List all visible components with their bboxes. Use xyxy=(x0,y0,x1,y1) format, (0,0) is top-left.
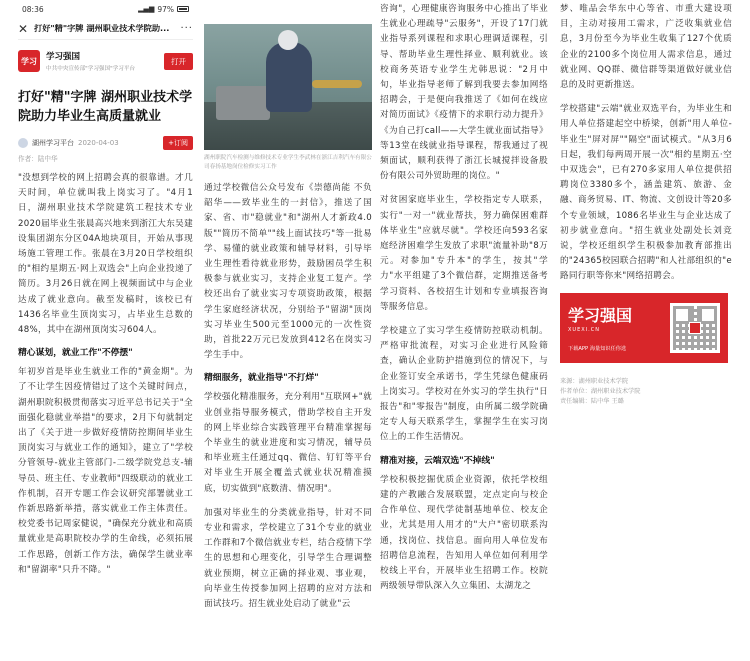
column-1 xyxy=(18,0,193,661)
qr-code-icon xyxy=(670,303,720,353)
paragraph: 对贫困家庭毕业生，学校指定专人联系，实行"一对一"就业帮扶，努力确保困难群体毕业生"应就尽就"。学校还向593名家庭经济困难学生发放了求职"流量补助"8万元。对参加"专升本"的学生，按其"学力"水平组建了3个微信群，定期推送备考学习资料、各校招生计划和专业填报咨询等服务信息。 xyxy=(380,195,548,312)
brand-name: 学习强国 xyxy=(46,52,81,62)
status-bar xyxy=(18,0,193,18)
banner-slogan: 下载APP 海量知识任你选 xyxy=(568,346,627,353)
status-time: 08:36 xyxy=(22,4,44,14)
article-photo xyxy=(204,24,372,150)
brand-subtitle: 中共中央宣传部"学习强国"学习平台 xyxy=(46,66,136,72)
subscribe-button[interactable]: +订阅 xyxy=(163,136,193,150)
avatar xyxy=(18,138,28,148)
article-title: 打好"精"字牌 湖州职业技术学院助力毕业生高质量就业 xyxy=(18,90,193,124)
paragraph: 年初岁首是毕业生就业工作的"黄金期"。为了不让学生因疫情错过了这个关键时间点，湖州职院积极贯彻落实习近平总书记关于"全面强化稳就业举措"的要求，2月下旬就制定出了《关于进一步做好疫情防控期间毕业生顶岗实习与就业工作的通知》，建立了"学校分管领导-就业主管部门-二级学院党总支-辅导员、班主任、专业教师"四级联动的就业工作机制，召开专题工作会议研究部署就业工作新思路新举措，落实就业工作主体责任。校党委书记周家健说，"确保充分就业和高质量就业是高职院校办学的生命线，必须拓展工作思路，创新工作方法，确保学生就业率和"留湖率"只升不降。" xyxy=(18,367,193,575)
xuexi-download-banner[interactable] xyxy=(560,293,728,363)
nav-bar xyxy=(18,18,193,40)
banner-logo: 学习强国 xyxy=(568,306,633,326)
article-author: 作者：陆中华 xyxy=(18,155,58,163)
paragraph: 学校建立了实习学生疫情防控联动机制。严格审批流程，对实习企业进行风险筛查，确认企业防护措施到位的情况下，与企业签订安全承诺书，学生凭绿色健康码上岗实习。学校对在外实习的学生执行"日报告"和"零报告"制度，由所属二级学院确定专人每天联系学生，掌握学生在实习岗位上的工作生活情况。 xyxy=(380,326,548,443)
open-app-button[interactable]: 打开 xyxy=(164,53,193,70)
info-line: 责任编辑：陆中华 王璐 xyxy=(560,397,624,405)
xuexi-logo-icon: 学习 xyxy=(18,50,40,72)
paragraph: 梦、唯品会华东中心等省、市重大建设项目，主动对接用工需求，广泛收集就业信息，3月份至今为毕业生收集了127个优质企业的2100多个岗位用人需求信息，通过就业网、QQ群、微信群等渠道做好就业信息的及时更新推送。 xyxy=(560,4,732,91)
section-heading: 精心谋划，就业工作"不停摆" xyxy=(18,348,133,359)
paragraph: 加强对毕业生的分类就业指导，针对不同专业和需求，学校建立了31个专业的就业工作群和7个微信就业专栏，结合疫情下学生的思想和心理变化，引导学生合理调整就业预期，树立正确的择业观、事业观，向毕业生传授参加网上招聘的应对方法和面试技巧。招生就业处启动了就业"云 xyxy=(204,507,372,610)
article-info xyxy=(560,377,732,407)
battery-label: 97% xyxy=(157,4,174,14)
close-icon[interactable]: ✕ xyxy=(18,21,29,36)
brand-row xyxy=(18,44,193,78)
section-heading: 精细服务，就业指导"不打烊" xyxy=(204,373,319,384)
section-heading: 精准对接，云端双选"不掉线" xyxy=(380,455,495,466)
article-source[interactable]: 湖州学习平台 xyxy=(32,139,74,147)
battery-icon xyxy=(177,6,189,12)
info-line: 来源：湖州职业技术学院 xyxy=(560,377,629,385)
paragraph: 咨询"，心理健康咨询服务中心推出了毕业生就业心理疏导"云服务"，开设了17门就业指导系列课程和求职心理调适课程，引导、帮助毕业生理性择业、顺利就业。该校商务英语专业学生尤韩思说："2月中旬，毕业指导老师了解到我要去参加网络招聘会，于是便向我推送了《如何在线应对简历面试》《疫情下的求职行动力提升》《为自己打call——大学生就业面试指导》等13堂在线就业指导课程，帮我通过了视频面试，顺利获得了浙江长城搅拌设备股份有限公司外贸助理的岗位。" xyxy=(380,4,548,182)
signal-icon: ▂▄▆ xyxy=(138,5,155,13)
banner-logo-sub: XUEXI.CN xyxy=(568,327,600,334)
article-date: 2020-04-03 xyxy=(78,139,119,147)
info-line: 作者单位：湖州职业技术学院 xyxy=(560,387,641,395)
paragraph: 通过学校微信公众号发布《崇德尚能 不负韶华——致毕业生的一封信》，推送了国家、省、市"稳就业"和"湖州人才新政4.0版""简历不简单""线上面试技巧"等一批易学、易懂的就业政策和辅导材料，引导毕业生理性看待就业形势，鼓励困员学生积极参与就业实习，支持企业复工复产。学校还出台了就业实习专项资助政策，根据学生家庭经济状况，分别给予"留湖"顶岗实习毕业生500元至1000元的一次性资助，首批22万元已发放到412名在岗实习学生手中。 xyxy=(204,183,372,361)
paragraph: 学校积极挖掘优质企业资源，依托学校组建的产教融合发展联盟，定点定向与校企合作单位、现代学徒制基地单位、校友企业，尤其是用人用才的"大户"密切联系沟通，找岗位、找信息。面向用人单位发布招聘信息流程，告知用人单位如何利用学校线上平台，开展毕业生招聘工作。校院两级领导带队深入久立集团、太湖龙之 xyxy=(380,474,548,592)
status-indicators xyxy=(138,5,189,14)
photo-caption: 湖州职院汽车检测与维修技术专业学生李武林在浙江吉利汽车有限公司春扬基地岗位检修实习工作 xyxy=(204,155,372,170)
column-3 xyxy=(380,0,548,661)
banner-text xyxy=(568,303,632,352)
brand-text xyxy=(46,50,158,72)
paragraph: 学校强化精准服务，充分利用"互联网+"就业创业指导服务模式，借助学校自主开发的网上毕业综合实践管理平台精准掌握每个毕业生的就业进度和实习情况，辅导员和毕业班主任通过qq、微信、钉钉等平台对毕业生开展全覆盖式就业状况精准摸底，切实做到"底数清、情况明"。 xyxy=(204,392,372,494)
paragraph: 学校搭建"云端"就业双选平台，为毕业生和用人单位搭建起空中桥梁，创新"用人单位-毕业生"屏对屏""隔空"面试模式。"从3月6日起，我们每两周开展一次"相约星期五·空中双选会"，已有270多家用人单位提供招聘岗位3380多个，涵盖建筑、旅游、金融、商务贸易、IT、物流、文创设计等20多个专业领域，1086名毕业生与企业达成了初步就业意向。"招生就业处副处长刘竞说，学校还组织学生积极参加教育部推出的"24365校园联合招聘"和人社部组织的"e路同行职等你来"网络招聘会。 xyxy=(560,104,732,282)
more-icon[interactable]: ··· xyxy=(180,23,193,34)
nav-title: 打好"精"字牌 湖州职业技术学院助... xyxy=(34,23,170,33)
paragraph: "没想到学校的网上招聘会真的很靠谱。才几天时间，单位就叫我上岗实习了。"4月1日，湖州职业技术学院建筑工程技术专业2020届毕业生张晨高兴地来到浙江大东吴建设集团湖东分区04A地块项目，开始从事现场施工管理工作。张晨在3月20日学校组织的"相约星期五·网上双选会"上向企业投递了简历。3月26日就在网上视频面试中与企业达成了就业意向。截至发稿时，该校已有1436名毕业生顶岗实习，占毕业生总数的48%，其中在湖州顶岗实习604人。 xyxy=(18,173,193,336)
article-meta xyxy=(18,136,193,150)
column-4 xyxy=(560,0,732,661)
column-2 xyxy=(204,0,372,661)
